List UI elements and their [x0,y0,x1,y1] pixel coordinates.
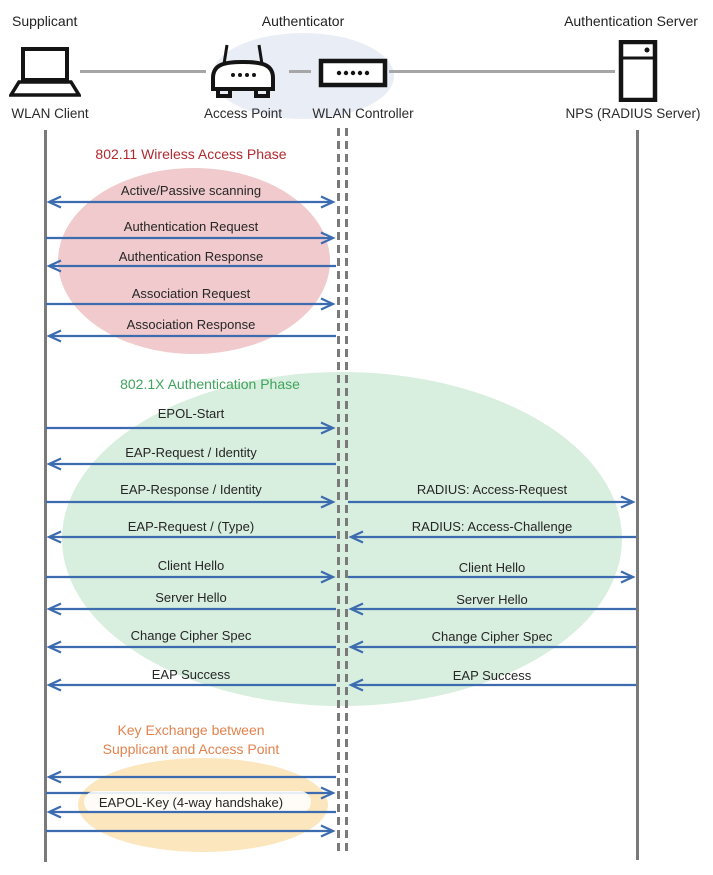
arrow-eap-response-identity [46,495,336,509]
role-authenticator: Authenticator [261,13,345,29]
message-label-association-request: Association Request [131,286,251,301]
lifeline-wlan-controller-left [337,128,340,852]
connector-controller-server [389,70,615,73]
message-label-authentication-request: Authentication Request [123,219,259,234]
message-label-change-cipher-spec-left: Change Cipher Spec [130,628,252,643]
device-label-nps-radius-server: NPS (RADIUS Server) [565,106,701,121]
arrow-eapol-key-4 [46,824,336,838]
connector-client-ap [80,70,206,73]
message-label-eap-response-identity: EAP-Response / Identity [120,482,262,497]
arrow-eapol-key-1 [46,770,336,784]
phase3-title-line1: Key Exchange between [117,722,265,738]
message-label-eap-request-identity: EAP-Request / Identity [125,445,257,460]
access-point-icon [206,42,280,109]
message-label-radius-access-request: RADIUS: Access-Request [416,482,568,497]
message-label-eap-request-type: EAP-Request / (Type) [127,519,255,534]
device-label-access-point: Access Point [203,106,283,121]
message-label-client-hello-right: Client Hello [458,560,526,575]
message-label-change-cipher-spec-right: Change Cipher Spec [431,629,553,644]
message-label-client-hello-left: Client Hello [157,558,225,573]
device-label-wlan-controller: WLAN Controller [312,106,414,121]
message-label-active-passive-scanning: Active/Passive scanning [120,183,262,198]
lifeline-nps-server [636,130,639,860]
message-label-radius-access-challenge: RADIUS: Access-Challenge [411,519,573,534]
message-label-server-hello-left: Server Hello [155,590,227,605]
device-label-wlan-client: WLAN Client [11,106,89,121]
laptop-icon [9,46,81,105]
phase1-title: 802.11 Wireless Access Phase [95,146,287,162]
message-label-association-response: Association Response [126,317,256,332]
message-label-server-hello-right: Server Hello [456,592,528,607]
role-authentication-server: Authentication Server [564,13,698,29]
connector-ap-controller [289,70,311,73]
message-label-epol-start: EPOL-Start [157,406,225,421]
arrow-epol-start [46,421,336,435]
wlan-controller-icon [318,58,388,93]
message-label-eap-success-right: EAP Success [452,668,532,683]
message-label-eap-success-left: EAP Success [151,667,231,682]
server-icon [618,40,658,107]
message-label-eapol-key-handshake: EAPOL-Key (4-way handshake) [98,795,284,810]
phase2-title: 802.1X Authentication Phase [120,376,300,392]
arrow-radius-access-request [348,495,636,509]
phase3-title-line2: Supplicant and Access Point [102,741,280,757]
role-supplicant: Supplicant [12,13,78,29]
message-label-authentication-response: Authentication Response [118,249,264,264]
